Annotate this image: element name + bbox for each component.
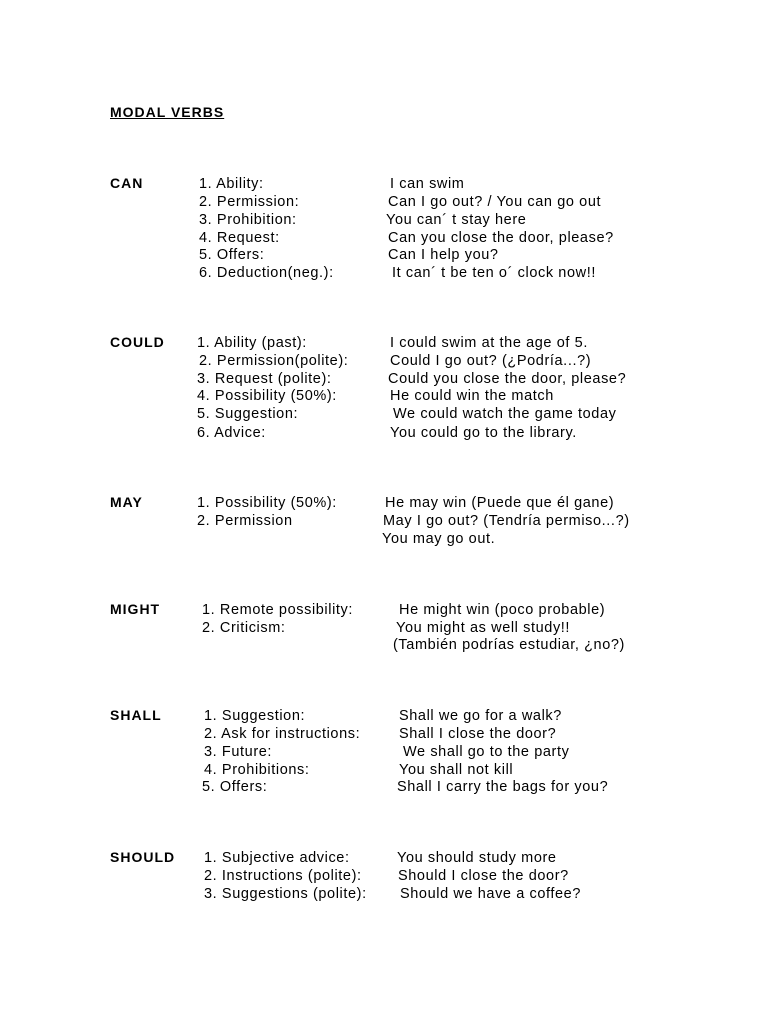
use-label: 4. Possibility (50%): xyxy=(197,388,337,404)
use-label: 1. Ability: xyxy=(199,176,264,192)
use-label: 5. Offers: xyxy=(202,779,268,795)
use-label: 2. Ask for instructions: xyxy=(204,726,361,742)
use-label: 4. Prohibitions: xyxy=(204,762,310,778)
use-label: 5. Suggestion: xyxy=(197,406,299,422)
use-label: 6. Advice: xyxy=(197,425,266,441)
example-sentence: You may go out. xyxy=(382,531,496,547)
use-label: 2. Permission(polite): xyxy=(199,353,349,369)
example-sentence: We could watch the game today xyxy=(393,406,617,422)
example-sentence: I can swim xyxy=(390,176,465,192)
example-sentence: Can you close the door, please? xyxy=(388,230,614,246)
example-sentence: You can´ t stay here xyxy=(386,212,527,228)
example-sentence: Can I go out? / You can go out xyxy=(388,194,602,210)
example-sentence: You should study more xyxy=(397,850,557,866)
verb-heading-might: MIGHT xyxy=(110,601,161,617)
use-label: 2. Instructions (polite): xyxy=(204,868,362,884)
use-label: 6. Deduction(neg.): xyxy=(199,265,334,281)
example-sentence: I could swim at the age of 5. xyxy=(390,335,588,351)
use-label: 1. Ability (past): xyxy=(197,335,307,351)
use-label: 2. Criticism: xyxy=(202,620,286,636)
example-sentence: Shall I close the door? xyxy=(399,726,557,742)
example-sentence: Could you close the door, please? xyxy=(388,371,627,387)
page-title: MODAL VERBS xyxy=(110,104,225,120)
verb-heading-should: SHOULD xyxy=(110,849,176,865)
use-label: 3. Prohibition: xyxy=(199,212,297,228)
example-sentence: You could go to the library. xyxy=(390,425,577,441)
verb-heading-may: MAY xyxy=(110,494,143,510)
example-sentence: (También podrías estudiar, ¿no?) xyxy=(393,637,625,653)
example-sentence: You might as well study!! xyxy=(396,620,571,636)
example-sentence: He could win the match xyxy=(390,388,554,404)
example-sentence: May I go out? (Tendría permiso...?) xyxy=(383,513,630,529)
example-sentence: Can I help you? xyxy=(388,247,499,263)
use-label: 1. Possibility (50%): xyxy=(197,495,337,511)
use-label: 5. Offers: xyxy=(199,247,265,263)
use-label: 3. Request (polite): xyxy=(197,371,332,387)
verb-heading-shall: SHALL xyxy=(110,707,162,723)
example-sentence: Could I go out? (¿Podría...?) xyxy=(390,353,592,369)
example-sentence: We shall go to the party xyxy=(403,744,570,760)
use-label: 2. Permission: xyxy=(199,194,300,210)
use-label: 3. Future: xyxy=(204,744,273,760)
use-label: 3. Suggestions (polite): xyxy=(204,886,367,902)
example-sentence: Should we have a coffee? xyxy=(400,886,582,902)
verb-heading-can: CAN xyxy=(110,175,144,191)
example-sentence: Shall I carry the bags for you? xyxy=(397,779,609,795)
verb-heading-could: COULD xyxy=(110,334,165,350)
use-label: 1. Remote possibility: xyxy=(202,602,354,618)
example-sentence: He might win (poco probable) xyxy=(399,602,606,618)
example-sentence: Should I close the door? xyxy=(398,868,569,884)
use-label: 1. Subjective advice: xyxy=(204,850,350,866)
example-sentence: He may win (Puede que él gane) xyxy=(385,495,615,511)
use-label: 4. Request: xyxy=(199,230,280,246)
use-label: 1. Suggestion: xyxy=(204,708,306,724)
example-sentence: It can´ t be ten o´ clock now!! xyxy=(392,265,596,281)
example-sentence: You shall not kill xyxy=(399,762,514,778)
example-sentence: Shall we go for a walk? xyxy=(399,708,562,724)
use-label: 2. Permission xyxy=(197,513,293,529)
